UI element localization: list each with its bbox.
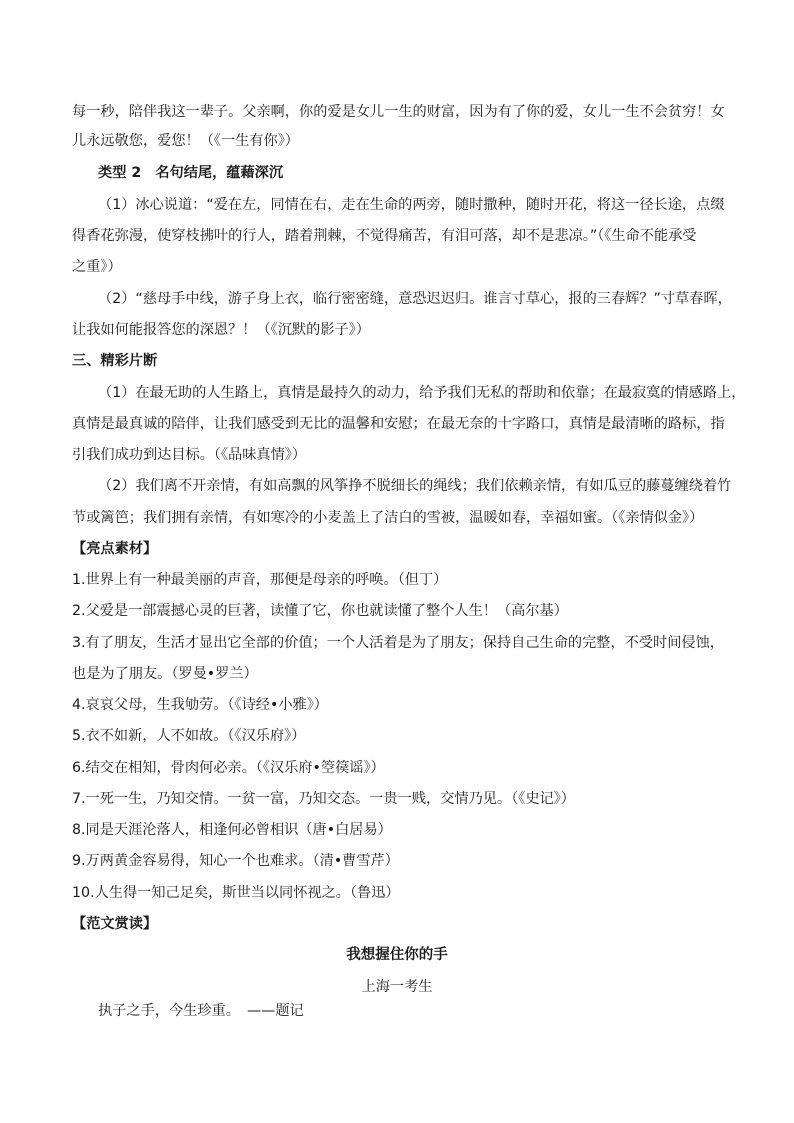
list-item: 8.同是天涯沦落人，相逢何必曾相识（唐•白居易） (72, 822, 392, 838)
list-item: 也是为了朋友。（罗曼•罗兰） (72, 666, 258, 682)
paragraph-line: 让我如何能报答您的深恩？！（《沉默的影子》） (72, 322, 370, 338)
paragraph-line: （2）“慈母手中线，游子身上衣，临行密密缝，意恐迟迟归。谁言寸草心，报的三春辉？”寸草春晖， (98, 291, 732, 307)
list-item: 7.一死一生，乃知交情。一贫一富，乃知交态。一贵一贱，交情乃见。（《史记》） (72, 791, 575, 807)
list-item: 10.人生得一知己足矣，斯世当以同怀视之。（鲁迅） (72, 885, 400, 901)
paragraph-line: 儿永远敬您，爱您！（《一生有你》） (72, 133, 299, 149)
section-subheading: 类型 2 名句结尾，蕴藉深沉 (98, 165, 284, 181)
paragraph-line: 得香花弥漫，使穿枝拂叶的行人，踏着荆棘，不觉得痛苦，有泪可落，却不是悲凉。”（《生命不能承受 (72, 228, 697, 244)
paragraph-line: 之重》） (72, 259, 122, 275)
section-heading: 三、精彩片断 (72, 353, 158, 369)
list-item: 2.父爱是一部震撼心灵的巨著，读懂了它，你也就读懂了整个人生！（高尔基） (72, 603, 568, 619)
section-heading: 【亮点素材】 (72, 541, 158, 557)
list-item: 9.万两黄金容易得，知心一个也难求。（清•曹雪芹） (72, 853, 399, 869)
essay-title: 我想握住你的手 (346, 947, 448, 963)
paragraph-line: （1）冰心说道：“爱在左，同情在右，走在生命的两旁，随时撒种，随时开花，将这一径长途，点缀 (98, 197, 725, 213)
essay-author: 上海一考生 (361, 979, 433, 995)
list-item: 1.世界上有一种最美丽的声音，那便是母亲的呼唤。（但丁） (72, 572, 448, 588)
epigraph: 执子之手，今生珍重。 ——题记 (98, 1003, 304, 1019)
paragraph-line: 节或篱笆；我们拥有亲情，有如寒冷的小麦盖上了洁白的雪被，温暖如春，幸福如蜜。（《亲情似金》） (72, 510, 704, 526)
paragraph-line: 每一秒，陪伴我这一辈子。父亲啊，你的爱是女儿一生的财富，因为有了你的爱，女儿一生不会贫穷！女 (72, 104, 725, 120)
list-item: 4.哀哀父母，生我劬劳。（《诗经•小雅》） (72, 697, 328, 713)
paragraph-line: （2）我们离不开亲情，有如高飘的风筝挣不脱细长的绳线；我们依赖亲情，有如瓜豆的藤蔓缠绕着竹 (98, 478, 732, 494)
list-item: 3.有了朋友，生活才显出它全部的价值；一个人活着是为了朋友；保持自己生命的完整，不受时间侵蚀， (72, 635, 724, 651)
list-item: 6.结交在相知，骨肉何必亲。（《汉乐府•箜篌谣》） (72, 760, 385, 776)
paragraph-line: 引我们成功到达目标。（《品味真情》） (72, 447, 307, 463)
paragraph-line: （1）在最无助的人生路上，真情是最持久的动力，给予我们无私的帮助和依靠；在最寂寞的情感路上， (98, 385, 746, 401)
section-heading: 【范文赏读】 (72, 916, 158, 932)
list-item: 5.衣不如新，人不如故。（《汉乐府》） (72, 728, 306, 744)
paragraph-line: 真情是最真诚的陪伴，让我们感受到无比的温馨和安慰；在最无奈的十字路口，真情是最清晰的路标，指 (72, 416, 725, 432)
